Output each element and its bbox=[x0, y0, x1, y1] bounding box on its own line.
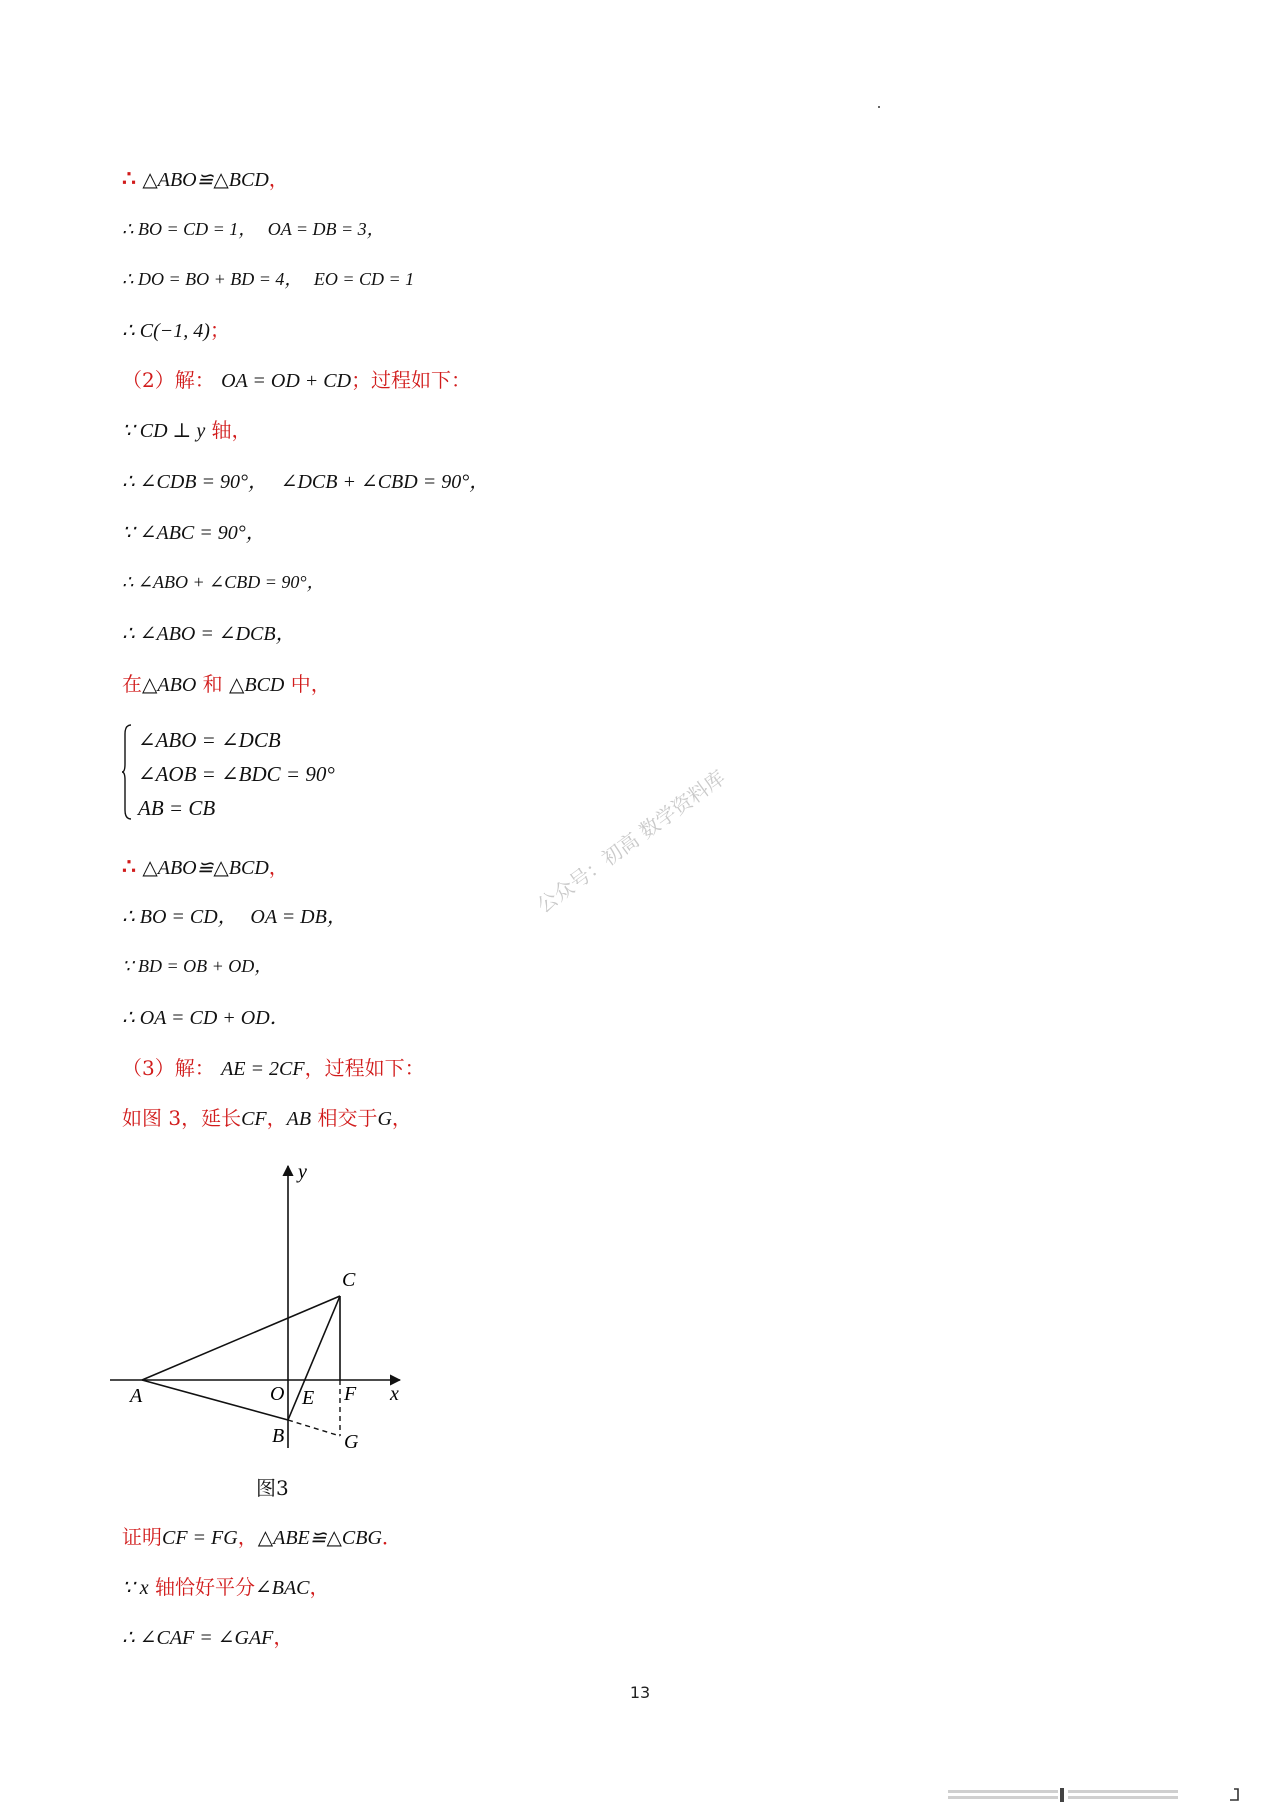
proof-line-1: ∴ △ABO≌△BCD， bbox=[122, 166, 289, 192]
watermark: 公众号：初高 数学资料库 bbox=[532, 765, 730, 918]
proof-line-6: ∵ CD ⊥ y 轴， bbox=[122, 418, 252, 442]
proof-line-7: ∴ ∠CDB = 90°， ∠DCB + ∠CBD = 90°， bbox=[122, 471, 490, 493]
proof-line-12: ∴ △ABO≌△BCD， bbox=[122, 854, 289, 880]
proof-line-19: ∵ x 轴恰好平分∠BAC， bbox=[122, 1575, 330, 1599]
proof-line-8: ∵ ∠ABC = 90°， bbox=[122, 522, 266, 544]
part-3-heading: （3）解： AE = 2CF，过程如下： bbox=[122, 1056, 425, 1080]
proof-line-13: ∴ BO = CD， OA = DB， bbox=[122, 906, 347, 928]
label-x: x bbox=[390, 1383, 399, 1405]
segment-BG-dashed bbox=[288, 1420, 340, 1436]
left-brace bbox=[122, 724, 132, 820]
system-line-2: ∠AOB = ∠BDC = 90° bbox=[138, 762, 335, 786]
proof-line-18: 证明CF = FG，△ABE≌△CBG． bbox=[122, 1525, 402, 1549]
label-A: A bbox=[130, 1385, 143, 1407]
proof-line-4: ∴ C(−1, 4)； bbox=[122, 318, 230, 342]
label-B: B bbox=[272, 1425, 285, 1447]
system-line-1: ∠ABO = ∠DCB bbox=[138, 728, 281, 752]
proof-line-3: ∴ DO = BO + BD = 4， EO = CD = 1 bbox=[122, 269, 415, 289]
label-C: C bbox=[342, 1269, 356, 1291]
figure-caption: 图3 bbox=[256, 1476, 289, 1500]
segment-AB bbox=[142, 1380, 288, 1420]
speck bbox=[878, 106, 880, 108]
label-y: y bbox=[298, 1161, 307, 1183]
label-G: G bbox=[344, 1431, 359, 1453]
proof-line-20: ∴ ∠CAF = ∠GAF， bbox=[122, 1625, 294, 1649]
proof-line-9: ∴ ∠ABO + ∠CBD = 90°， bbox=[122, 572, 325, 592]
proof-line-11: 在△ABO 和 △BCD 中， bbox=[122, 672, 331, 696]
figure-3-diagram bbox=[110, 1158, 430, 1458]
part-2-heading: （2）解： OA = OD + CD；过程如下： bbox=[122, 368, 472, 392]
label-E: E bbox=[302, 1387, 315, 1409]
label-O: O bbox=[270, 1383, 285, 1405]
proof-line-10: ∴ ∠ABO = ∠DCB， bbox=[122, 623, 296, 645]
page-number: 13 bbox=[629, 1683, 651, 1702]
system-line-3: AB = CB bbox=[138, 796, 216, 820]
label-F: F bbox=[344, 1383, 357, 1405]
proof-line-2: ∴ BO = CD = 1， OA = DB = 3， bbox=[122, 219, 385, 239]
proof-line-14: ∵ BD = OB + OD， bbox=[122, 956, 273, 976]
proof-line-15: ∴ OA = CD + OD． bbox=[122, 1007, 290, 1029]
proof-line-17: 如图 3，延长CF，AB 相交于G， bbox=[122, 1106, 412, 1130]
footer-dots-decoration bbox=[948, 1788, 1248, 1802]
